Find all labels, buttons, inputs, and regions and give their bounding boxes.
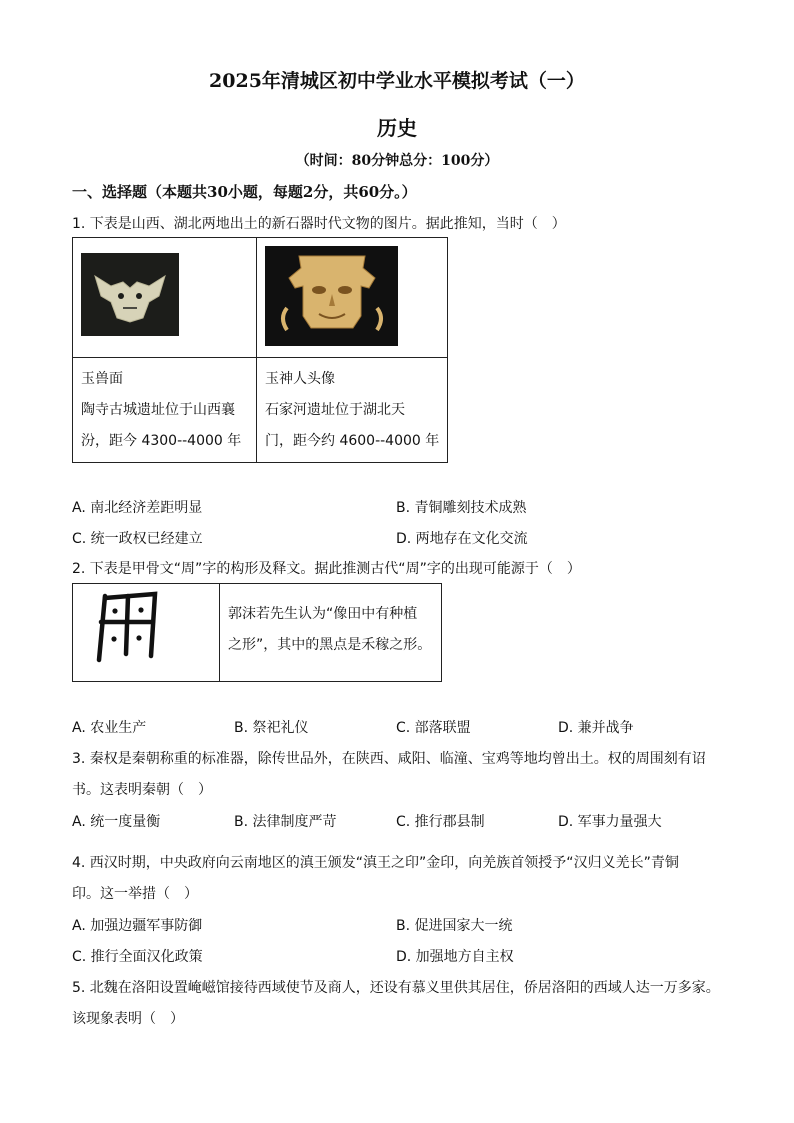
oracle-glyph-cell [73,584,220,682]
question-2-option-b[interactable]: B. 祭祀礼仪 [234,720,309,736]
subject-title: 历史 [377,116,417,140]
question-5-stem-line1: 5. 北魏在洛阳设置崦嵫馆接待西域使节及商人，还设有慕义里供其居住，侨居洛阳的西域人达一万多家。 [72,980,720,996]
artifact-right-desc-line1: 石家河遗址位于湖北天 [265,402,405,418]
question-2-option-a[interactable]: A. 农业生产 [72,720,147,736]
question-3-option-b[interactable]: B. 法律制度严苛 [234,814,337,830]
jade-beast-mask-image [73,238,256,353]
question-3-option-a[interactable]: A. 统一度量衡 [72,814,161,830]
oracle-bone-zhou-glyph-image [73,584,219,677]
artifact-right-desc-line2: 门，距今约 4600--4000 年 [265,433,440,449]
question-3-stem-line1: 3. 秦权是秦朝称重的标准器，除传世品外，在陕西、咸阳、临潼、宝鸡等地均曾出土。权的周围刻有诏 [72,751,706,767]
question-4-stem-line1: 4. 西汉时期，中央政府向云南地区的滇王颁发“滇王之印”金印，向羌族首领授予“汉归义羌长”青铜 [72,855,679,871]
artifact-right-name: 玉神人头像 [265,371,335,387]
question-2-stem: 2. 下表是甲骨文“周”字的构形及释文。据此推测古代“周”字的出现可能源于（ ） [72,561,581,577]
jade-human-head-image [257,238,440,353]
section-heading: 一、选择题（本题共30小题，每题2分，共60分。） [72,183,417,201]
exam-title: 2025年清城区初中学业水平模拟考试（一） [209,70,585,92]
question-2-table [72,583,442,682]
oracle-note-line1: 郭沫若先生认为“像田中有种植 [228,606,418,622]
artifact-left-image-cell [73,238,257,358]
question-5-stem-line2: 该现象表明（ ） [72,1011,184,1027]
artifact-left-desc-line1: 陶寺古城遗址位于山西襄 [81,402,235,418]
question-3-option-c[interactable]: C. 推行郡县制 [396,814,485,830]
question-4-option-b[interactable]: B. 促进国家大一统 [396,918,513,934]
question-3-option-d[interactable]: D. 军事力量强大 [558,814,662,830]
question-1-stem: 1. 下表是山西、湖北两地出土的新石器时代文物的图片。据此推知，当时（ ） [72,216,566,232]
oracle-note-line2: 之形”，其中的黑点是禾稼之形。 [228,637,432,653]
question-1-option-c[interactable]: C. 统一政权已经建立 [72,531,203,547]
question-4-option-d[interactable]: D. 加强地方自主权 [396,949,514,965]
artifact-right-image-cell [257,238,448,358]
question-1-option-d[interactable]: D. 两地存在文化交流 [396,531,528,547]
artifact-left-info-cell [73,358,257,463]
artifact-right-info-cell [257,358,448,463]
time-info: （时间：80分钟总分：100分） [295,153,499,169]
question-4-option-a[interactable]: A. 加强边疆军事防御 [72,918,203,934]
question-1-option-b[interactable]: B. 青铜雕刻技术成熟 [396,500,527,516]
question-3-stem-line2: 书。这表明秦朝（ ） [72,782,212,798]
question-1-option-a[interactable]: A. 南北经济差距明显 [72,500,203,516]
oracle-note-cell [220,584,442,682]
artifact-left-name: 玉兽面 [81,371,123,387]
question-4-option-c[interactable]: C. 推行全面汉化政策 [72,949,203,965]
artifact-left-desc-line2: 汾，距今 4300--4000 年 [81,433,242,449]
question-4-stem-line2: 印。这一举措（ ） [72,886,198,902]
question-2-option-c[interactable]: C. 部落联盟 [396,720,471,736]
question-1-table [72,237,448,463]
question-2-option-d[interactable]: D. 兼并战争 [558,720,634,736]
